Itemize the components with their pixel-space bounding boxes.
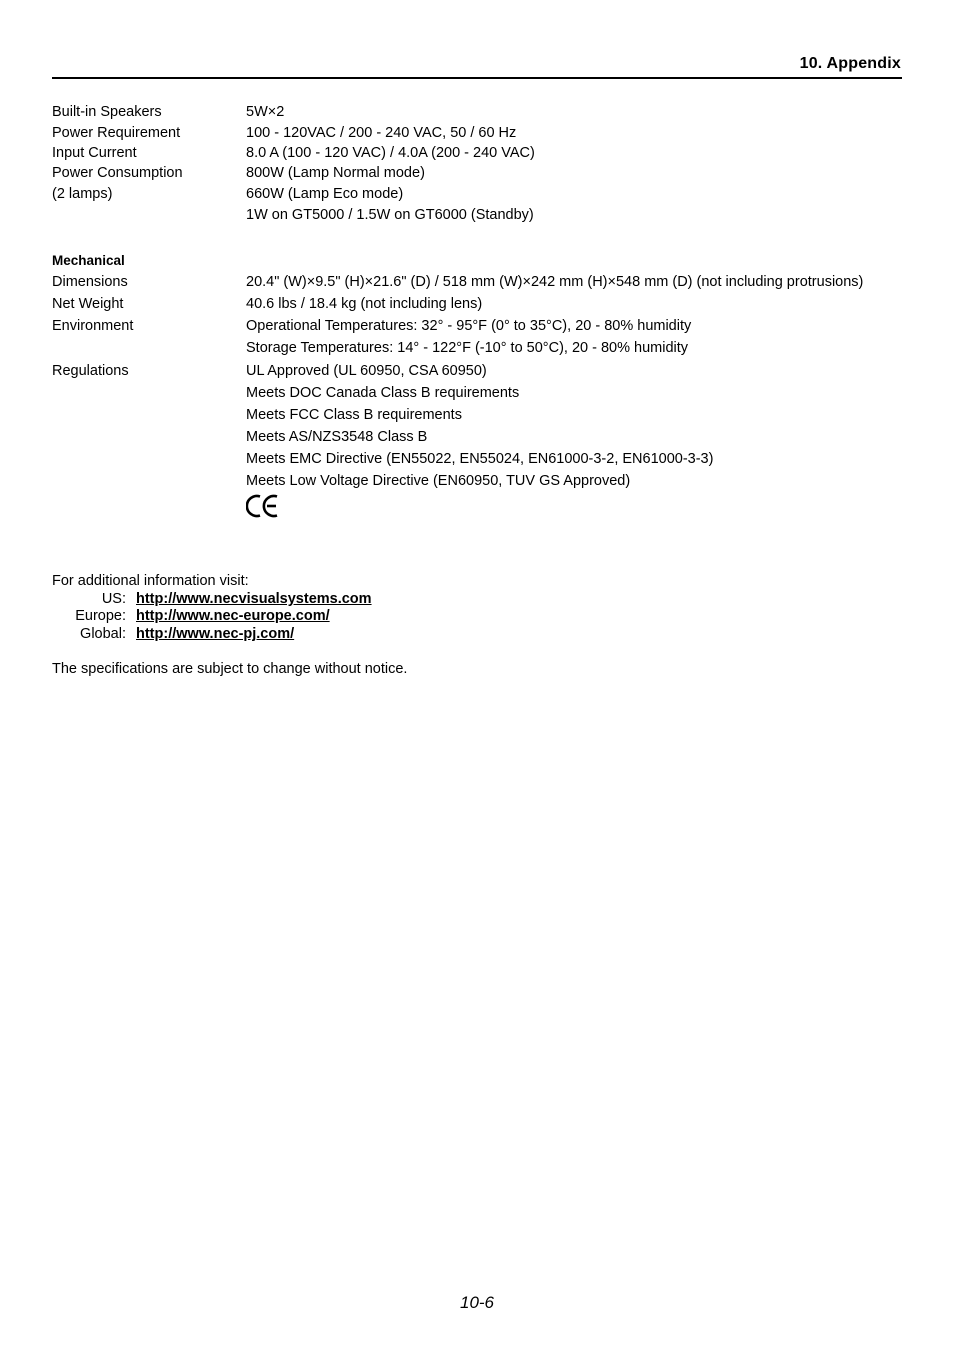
spec-value: 100 - 120VAC / 200 - 240 VAC, 50 / 60 Hz: [246, 125, 517, 141]
spec-value: Meets Low Voltage Directive (EN60950, TUV GS Approved): [246, 473, 631, 489]
spec-value: Meets AS/NZS3548 Class B: [246, 429, 428, 445]
ce-mark-icon: [246, 493, 280, 519]
spec-label: Net Weight: [52, 296, 124, 312]
spec-value: 1W on GT5000 / 1.5W on GT6000 (Standby): [246, 207, 534, 223]
spec-label: Input Current: [52, 145, 137, 161]
spec-label: Built-in Speakers: [52, 104, 162, 120]
link-region-label: Europe:: [75, 608, 126, 624]
spec-label: Environment: [52, 318, 134, 334]
spec-value: 5W×2: [246, 104, 285, 120]
spec-value: Meets DOC Canada Class B requirements: [246, 385, 520, 401]
spec-value: Storage Temperatures: 14° - 122°F (-10° to 50°C), 20 - 80% humidity: [246, 340, 689, 356]
link-region-label: US:: [101, 591, 126, 607]
link-region-label: Global:: [80, 626, 126, 642]
spec-value: Meets FCC Class B requirements: [246, 407, 462, 423]
additional-info-intro: For additional information visit:: [52, 573, 249, 589]
page-number: 10-6: [459, 1293, 495, 1312]
spec-value: Operational Temperatures: 32° - 95°F (0° to 35°C), 20 - 80% humidity: [246, 318, 692, 334]
header-divider: [52, 77, 902, 79]
spec-label: Power Requirement: [52, 125, 181, 141]
spec-value: 20.4" (W)×9.5" (H)×21.6" (D) / 518 mm (W)×242 mm (H)×548 mm (D) (not including protrusions): [246, 274, 864, 290]
spec-label: Regulations: [52, 363, 129, 379]
link-europe[interactable]: http://www.nec-europe.com/: [136, 608, 330, 624]
change-notice: The specifications are subject to change without notice.: [52, 661, 408, 677]
spec-label: Power Consumption: [52, 165, 183, 181]
link-global[interactable]: http://www.nec-pj.com/: [136, 626, 295, 642]
spec-value: 800W (Lamp Normal mode): [246, 165, 425, 181]
spec-value: 40.6 lbs / 18.4 kg (not including lens): [246, 296, 483, 312]
spec-value: 8.0 A (100 - 120 VAC) / 4.0A (200 - 240 VAC): [246, 145, 535, 161]
page-header-title: 10. Appendix: [799, 55, 901, 72]
spec-label: Dimensions: [52, 274, 128, 290]
link-us[interactable]: http://www.necvisualsystems.com: [136, 591, 372, 607]
section-heading-mechanical: Mechanical: [52, 253, 125, 268]
spec-value: UL Approved (UL 60950, CSA 60950): [246, 363, 487, 379]
spec-value: 660W (Lamp Eco mode): [246, 186, 404, 202]
spec-label: (2 lamps): [52, 186, 113, 202]
spec-value: Meets EMC Directive (EN55022, EN55024, EN61000-3-2, EN61000-3-3): [246, 451, 714, 467]
